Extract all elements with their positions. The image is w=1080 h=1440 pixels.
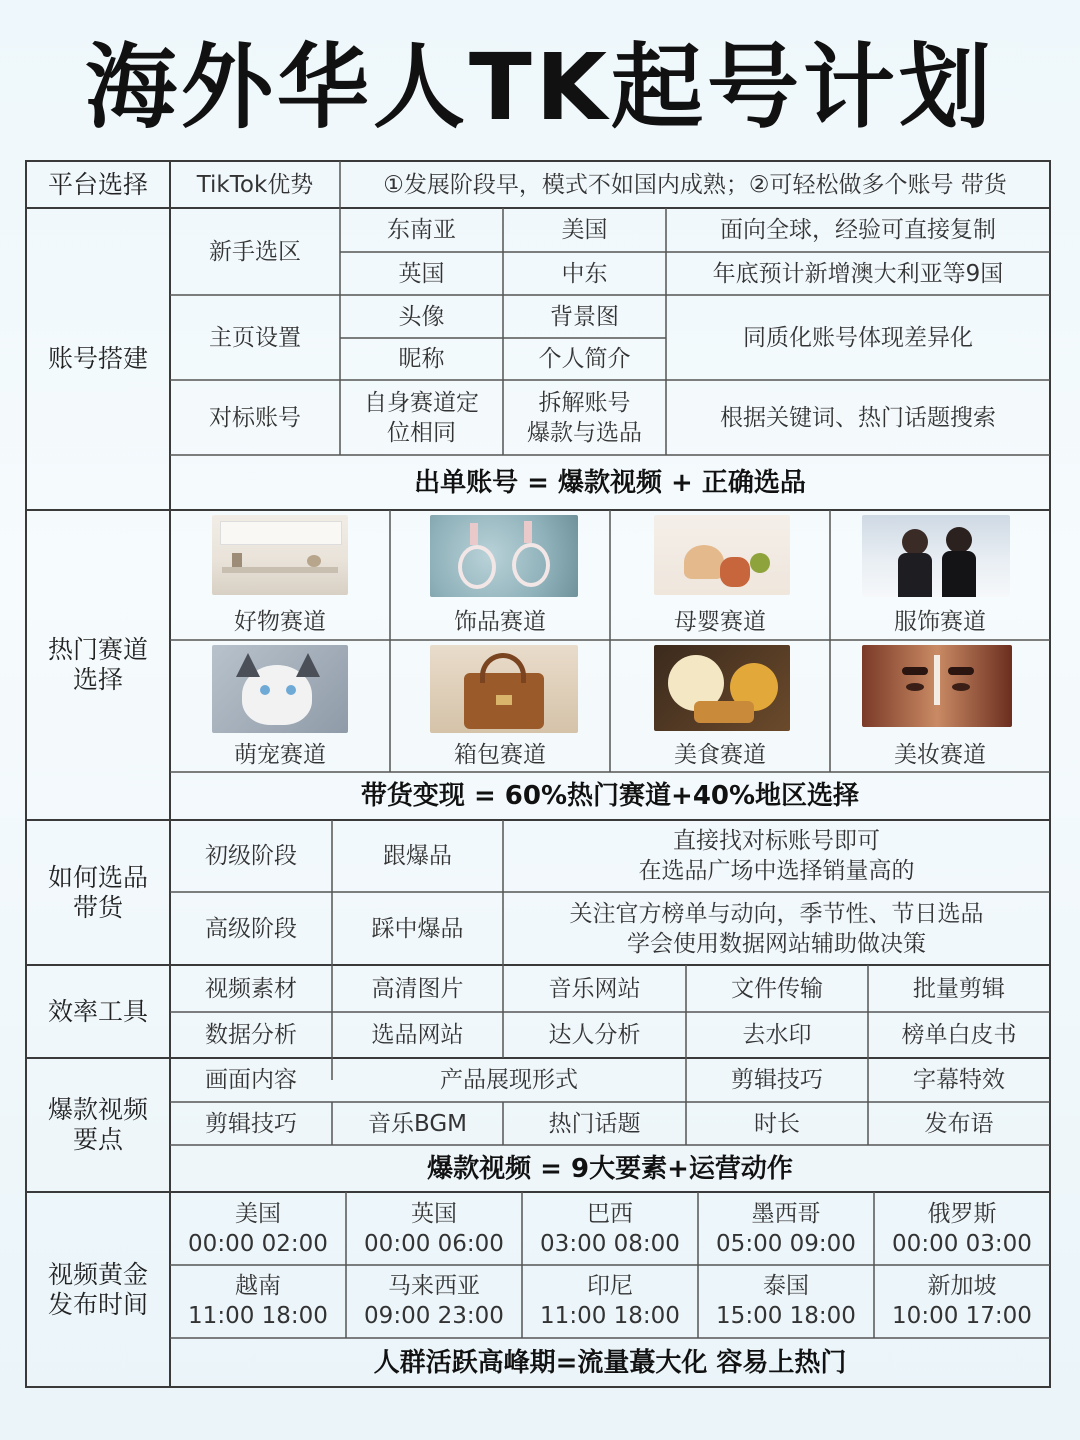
baby-food-photo <box>654 515 790 595</box>
profile-nickname: 昵称 <box>398 346 445 372</box>
track-accessories: 饰品赛道 <box>454 609 546 635</box>
stage-advanced: 高级阶段 <box>205 915 297 942</box>
tracks-formula: 带货变现 = 60%热门赛道+40%地区选择 <box>360 781 860 811</box>
tool-video-material: 视频素材 <box>205 975 297 1002</box>
time-indonesia: 印尼 11:00 18:00 <box>540 1273 680 1329</box>
viral-product-display: 产品展现形式 <box>440 1067 578 1093</box>
time-malaysia: 马来西亚 09:00 23:00 <box>364 1273 504 1329</box>
track-mother-baby: 母婴赛道 <box>674 609 766 635</box>
food-photo <box>654 645 790 731</box>
account-label: 账号搭建 <box>47 344 148 373</box>
tool-product-site: 选品网站 <box>371 1022 464 1048</box>
makeup-photo <box>862 645 1012 727</box>
region-note-1: 面向全球，经验可直接复制 <box>720 217 996 243</box>
time-brazil: 巴西 03:00 08:00 <box>540 1201 680 1257</box>
platform-label: 平台选择 <box>47 169 148 199</box>
profile-background: 背景图 <box>550 303 619 330</box>
benchmark-note: 根据关键词、热门话题搜索 <box>720 404 996 431</box>
time-uk: 英国 00:00 06:00 <box>364 1201 504 1257</box>
viral-caption: 发布语 <box>924 1110 994 1137</box>
earrings-photo <box>430 515 578 597</box>
profile-avatar: 头像 <box>398 303 445 330</box>
track-pets: 萌宠赛道 <box>234 742 326 768</box>
tracks-label: 热门赛道 选择 <box>47 635 148 694</box>
viral-music-bgm: 音乐BGM <box>367 1110 468 1137</box>
benchmark-same-track: 自身赛道定 位相同 <box>364 389 479 446</box>
viral-edit-skills-1: 剪辑技巧 <box>731 1067 823 1093</box>
time-thailand: 泰国 15:00 18:00 <box>716 1273 856 1329</box>
viral-duration: 时长 <box>754 1110 800 1137</box>
action-basic: 跟爆品 <box>383 843 452 869</box>
time-mexico: 墨西哥 05:00 09:00 <box>716 1201 856 1257</box>
viral-visual-content: 画面内容 <box>205 1067 297 1093</box>
tool-ranking-whitepaper: 榜单白皮书 <box>901 1022 1017 1048</box>
snow-girls-photo <box>862 515 1010 597</box>
timing-label: 视频黄金 发布时间 <box>47 1259 148 1319</box>
time-us: 美国 00:00 02:00 <box>188 1201 328 1257</box>
tool-data-analysis: 数据分析 <box>205 1022 297 1048</box>
platform-name: TikTok优势 <box>196 171 314 198</box>
handbag-photo <box>430 645 578 733</box>
desc-basic: 直接找对标账号即可 在选品广场中选择销量高的 <box>638 828 915 884</box>
profile-note: 同质化账号体现差异化 <box>743 324 973 351</box>
track-goods: 好物赛道 <box>234 609 326 635</box>
time-singapore: 新加坡 10:00 17:00 <box>892 1273 1032 1329</box>
viral-formula: 爆款视频 = 9大要素+运营动作 <box>427 1153 793 1184</box>
account-formula: 出单账号 = 爆款视频 + 正确选品 <box>414 467 806 498</box>
viral-hot-topics: 热门话题 <box>548 1110 641 1137</box>
benchmark-label: 对标账号 <box>209 404 301 431</box>
action-advanced: 踩中爆品 <box>371 915 464 942</box>
tool-influencer-analysis: 达人分析 <box>548 1022 641 1048</box>
region-us: 美国 <box>561 217 608 243</box>
desc-advanced: 关注官方榜单与动向，季节性、节日选品 学会使用数据网站辅助做决策 <box>569 900 984 957</box>
benchmark-analyze: 拆解账号 爆款与选品 <box>527 389 642 446</box>
viral-edit-skills-2: 剪辑技巧 <box>205 1110 297 1137</box>
viral-subtitles: 字幕特效 <box>913 1067 1005 1093</box>
profile-bio: 个人简介 <box>538 346 631 372</box>
region-uk: 英国 <box>398 260 445 287</box>
time-russia: 俄罗斯 00:00 03:00 <box>892 1201 1032 1257</box>
tool-file-transfer: 文件传输 <box>731 975 823 1002</box>
tool-batch-edit: 批量剪辑 <box>913 975 1005 1002</box>
region-sea: 东南亚 <box>387 217 456 243</box>
kitchen-photo <box>212 515 348 595</box>
profile-label: 主页设置 <box>209 324 301 351</box>
time-vietnam: 越南 11:00 18:00 <box>188 1273 328 1329</box>
platform-desc: ①发展阶段早，模式不如国内成熟；②可轻松做多个账号 带货 <box>383 171 1007 198</box>
tools-label: 效率工具 <box>47 996 148 1026</box>
region-note-2: 年底预计新增澳大利亚等9国 <box>712 260 1004 287</box>
track-bags: 箱包赛道 <box>454 742 546 768</box>
tool-watermark-remove: 去水印 <box>742 1022 812 1048</box>
track-beauty: 美妆赛道 <box>894 742 986 768</box>
stage-basic: 初级阶段 <box>205 843 297 869</box>
cat-photo <box>212 645 348 733</box>
track-clothing: 服饰赛道 <box>894 609 986 635</box>
page-title: 海外华人TK起号计划 <box>84 34 996 141</box>
region-me: 中东 <box>561 260 608 287</box>
tool-hd-images: 高清图片 <box>371 975 464 1002</box>
timing-formula: 人群活跃高峰期=流量蕞大化 容易上热门 <box>373 1347 847 1378</box>
selection-label: 如何选品 带货 <box>47 862 148 922</box>
tool-music-site: 音乐网站 <box>548 975 641 1002</box>
track-food: 美食赛道 <box>674 742 766 768</box>
region-label: 新手选区 <box>209 238 301 265</box>
viral-label: 爆款视频 要点 <box>47 1095 148 1154</box>
